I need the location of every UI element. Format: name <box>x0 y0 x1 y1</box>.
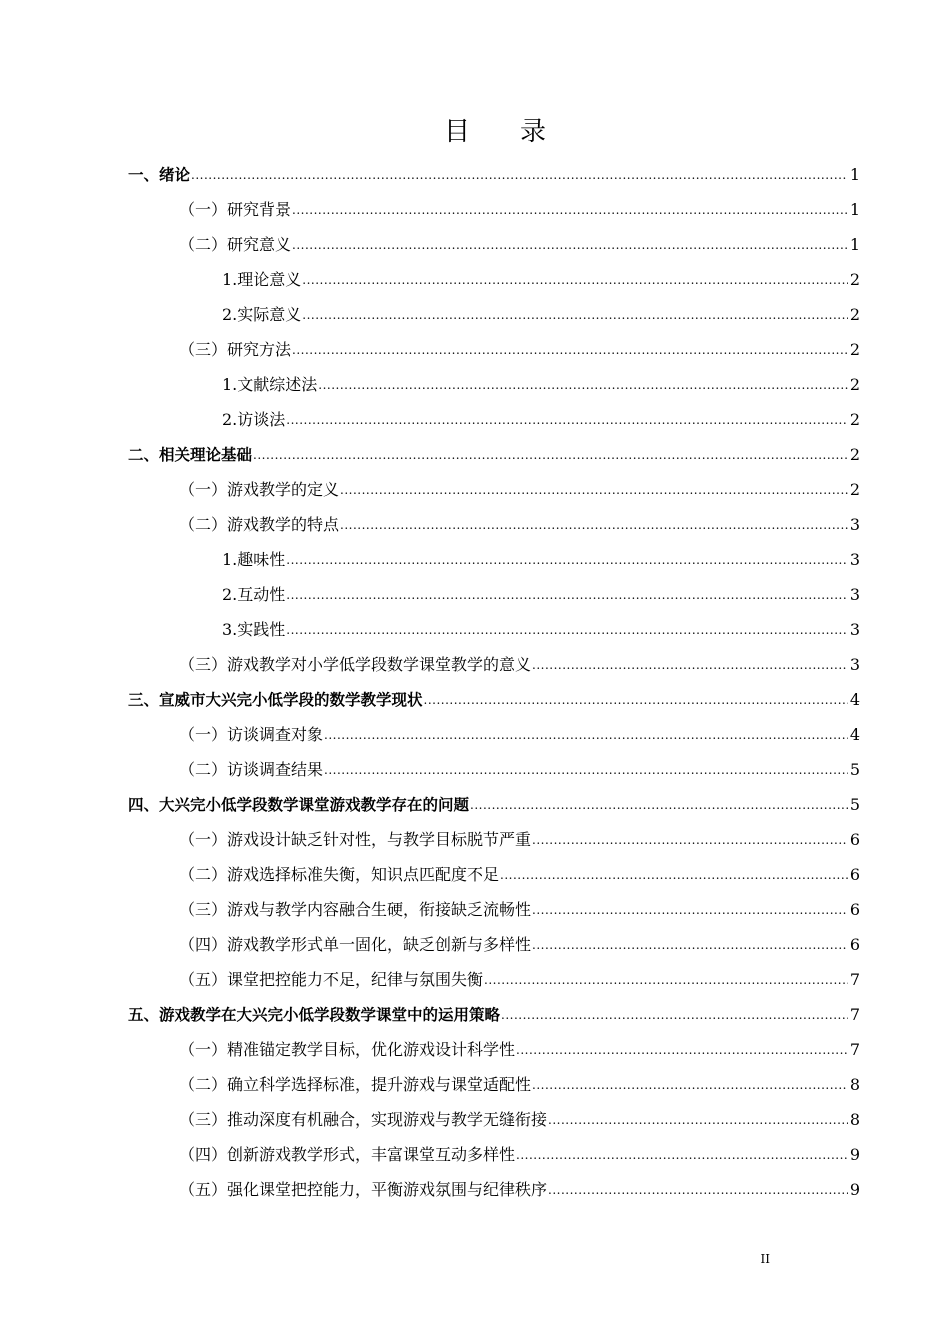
toc-entry-level-3[interactable] <box>128 612 860 647</box>
toc-entry-label: （一）精准锚定教学目标，优化游戏设计科学性 <box>179 1040 516 1059</box>
toc-entry-label: 一、绪论 <box>128 166 191 184</box>
toc-dot-leader <box>324 718 848 753</box>
toc-entry-label: 3.实践性 <box>222 620 286 639</box>
toc-entry-level-2[interactable] <box>128 1032 860 1067</box>
toc-entry-level-3[interactable] <box>128 262 860 297</box>
toc-entry-page-number: 2 <box>849 445 860 464</box>
toc-entry-label: 1.理论意义 <box>222 270 302 289</box>
toc-entry-level-3[interactable] <box>128 542 860 577</box>
toc-entry-page-number: 1 <box>849 200 860 219</box>
toc-dot-leader <box>286 613 848 648</box>
toc-entry-label: （四）游戏教学形式单一固化，缺乏创新与多样性 <box>179 935 532 954</box>
toc-entry-page-number: 2 <box>849 480 860 499</box>
toc-entry-label: （二）确立科学选择标准，提升游戏与课堂适配性 <box>179 1075 532 1094</box>
toc-entry-label: 1.趣味性 <box>222 550 286 569</box>
toc-dot-leader <box>292 193 848 228</box>
toc-entry-label: （二）访谈调查结果 <box>179 760 324 779</box>
toc-entry-label: （五）课堂把控能力不足，纪律与氛围失衡 <box>179 970 484 989</box>
toc-dot-leader <box>292 228 848 263</box>
toc-entry-page-number: 7 <box>849 1005 860 1024</box>
toc-entry-level-2[interactable] <box>128 1137 860 1172</box>
toc-entry-level-3[interactable] <box>128 367 860 402</box>
toc-entry-page-number: 6 <box>849 900 860 919</box>
toc-entry-label: （三）游戏与教学内容融合生硬，衔接缺乏流畅性 <box>179 900 532 919</box>
toc-entry-level-2[interactable] <box>128 472 860 507</box>
toc-entry-page-number: 2 <box>849 305 860 324</box>
toc-entry-page-number: 6 <box>849 935 860 954</box>
toc-entry-label: （一）游戏设计缺乏针对性，与教学目标脱节严重 <box>179 830 532 849</box>
toc-dot-leader <box>532 823 848 858</box>
toc-dot-leader <box>324 753 848 788</box>
toc-entry-page-number: 8 <box>849 1110 860 1129</box>
toc-entry-page-number: 9 <box>849 1180 860 1199</box>
table-of-contents <box>128 157 860 1207</box>
toc-entry-level-2[interactable] <box>128 717 860 752</box>
toc-entry-page-number: 6 <box>849 865 860 884</box>
toc-entry-level-3[interactable] <box>128 402 860 437</box>
toc-dot-leader <box>500 858 848 893</box>
toc-entry-level-2[interactable] <box>128 192 860 227</box>
toc-entry-level-1[interactable] <box>128 787 860 822</box>
toc-entry-page-number: 3 <box>849 655 860 674</box>
toc-dot-leader <box>548 1173 848 1208</box>
toc-entry-label: （一）研究背景 <box>179 200 292 219</box>
toc-entry-level-2[interactable] <box>128 332 860 367</box>
toc-entry-label: （三）游戏教学对小学低学段数学课堂教学的意义 <box>179 655 532 674</box>
toc-entry-level-2[interactable] <box>128 927 860 962</box>
toc-entry-label: （一）访谈调查对象 <box>179 725 324 744</box>
toc-entry-level-2[interactable] <box>128 1172 860 1207</box>
toc-dot-leader <box>532 648 848 683</box>
page-title <box>0 110 950 154</box>
toc-dot-leader <box>286 543 848 578</box>
toc-entry-page-number: 9 <box>849 1145 860 1164</box>
toc-entry-page-number: 3 <box>849 585 860 604</box>
toc-entry-page-number: 6 <box>849 830 860 849</box>
toc-entry-page-number: 3 <box>849 550 860 569</box>
toc-entry-page-number: 7 <box>849 1040 860 1059</box>
toc-entry-label: 三、宣威市大兴完小低学段的数学教学现状 <box>128 691 423 709</box>
toc-entry-page-number: 4 <box>849 690 860 709</box>
toc-entry-page-number: 7 <box>849 970 860 989</box>
toc-entry-level-2[interactable] <box>128 1067 860 1102</box>
toc-entry-label: 五、游戏教学在大兴完小低学段数学课堂中的运用策略 <box>128 1006 501 1024</box>
toc-entry-level-3[interactable] <box>128 577 860 612</box>
toc-entry-level-1[interactable] <box>128 997 860 1032</box>
toc-entry-label: （二）游戏教学的特点 <box>179 515 340 534</box>
toc-dot-leader <box>501 998 848 1033</box>
toc-entry-page-number: 5 <box>849 760 860 779</box>
toc-entry-label: （三）推动深度有机融合，实现游戏与教学无缝衔接 <box>179 1110 548 1129</box>
page-title-char-2: 录 <box>520 117 547 147</box>
toc-entry-label: 四、大兴完小低学段数学课堂游戏教学存在的问题 <box>128 796 470 814</box>
toc-entry-label: （四）创新游戏教学形式，丰富课堂互动多样性 <box>179 1145 516 1164</box>
toc-entry-level-2[interactable] <box>128 507 860 542</box>
toc-dot-leader <box>340 473 848 508</box>
toc-entry-level-2[interactable] <box>128 1102 860 1137</box>
toc-entry-page-number: 2 <box>849 410 860 429</box>
toc-entry-label: 1.文献综述法 <box>222 375 318 394</box>
toc-entry-level-2[interactable] <box>128 822 860 857</box>
toc-entry-level-2[interactable] <box>128 227 860 262</box>
toc-entry-page-number: 3 <box>849 515 860 534</box>
toc-entry-level-1[interactable] <box>128 682 860 717</box>
toc-dot-leader <box>424 683 848 718</box>
toc-entry-label: （二）游戏选择标准失衡，知识点匹配度不足 <box>179 865 500 884</box>
toc-entry-page-number: 5 <box>849 795 860 814</box>
toc-entry-level-1[interactable] <box>128 437 860 472</box>
toc-entry-level-2[interactable] <box>128 892 860 927</box>
toc-entry-level-3[interactable] <box>128 297 860 332</box>
toc-dot-leader <box>532 928 848 963</box>
toc-entry-level-1[interactable] <box>128 157 860 192</box>
toc-dot-leader <box>516 1138 848 1173</box>
toc-entry-page-number: 1 <box>849 235 860 254</box>
toc-entry-label: 2.互动性 <box>222 585 286 604</box>
toc-entry-level-2[interactable] <box>128 752 860 787</box>
toc-entry-page-number: 1 <box>849 165 860 184</box>
toc-entry-label: 2.访谈法 <box>222 410 286 429</box>
toc-entry-page-number: 2 <box>849 375 860 394</box>
toc-dot-leader <box>253 438 848 473</box>
toc-entry-level-2[interactable] <box>128 857 860 892</box>
toc-dot-leader <box>532 1068 848 1103</box>
toc-dot-leader <box>286 403 848 438</box>
toc-entry-page-number: 3 <box>849 620 860 639</box>
toc-dot-leader <box>548 1103 848 1138</box>
toc-dot-leader <box>191 158 848 193</box>
toc-dot-leader <box>302 298 848 333</box>
toc-entry-level-2[interactable] <box>128 647 860 682</box>
toc-entry-label: 2.实际意义 <box>222 305 302 324</box>
toc-entry-page-number: 8 <box>849 1075 860 1094</box>
toc-entry-level-2[interactable] <box>128 962 860 997</box>
footer-page-number: II <box>760 1252 770 1266</box>
toc-entry-page-number: 2 <box>849 270 860 289</box>
toc-entry-page-number: 4 <box>849 725 860 744</box>
toc-entry-page-number: 2 <box>849 340 860 359</box>
toc-dot-leader <box>292 333 848 368</box>
toc-entry-label: （五）强化课堂把控能力，平衡游戏氛围与纪律秩序 <box>179 1180 548 1199</box>
toc-dot-leader <box>516 1033 848 1068</box>
toc-entry-label: （一）游戏教学的定义 <box>179 480 340 499</box>
toc-entry-label: 二、相关理论基础 <box>128 446 253 464</box>
toc-dot-leader <box>532 893 848 928</box>
toc-entry-label: （二）研究意义 <box>179 235 292 254</box>
toc-dot-leader <box>302 263 848 298</box>
toc-dot-leader <box>318 368 848 403</box>
toc-dot-leader <box>340 508 848 543</box>
page-title-char-1: 目 <box>443 117 470 147</box>
toc-dot-leader <box>484 963 848 998</box>
toc-dot-leader <box>470 788 848 823</box>
toc-entry-label: （三）研究方法 <box>179 340 292 359</box>
toc-dot-leader <box>286 578 848 613</box>
